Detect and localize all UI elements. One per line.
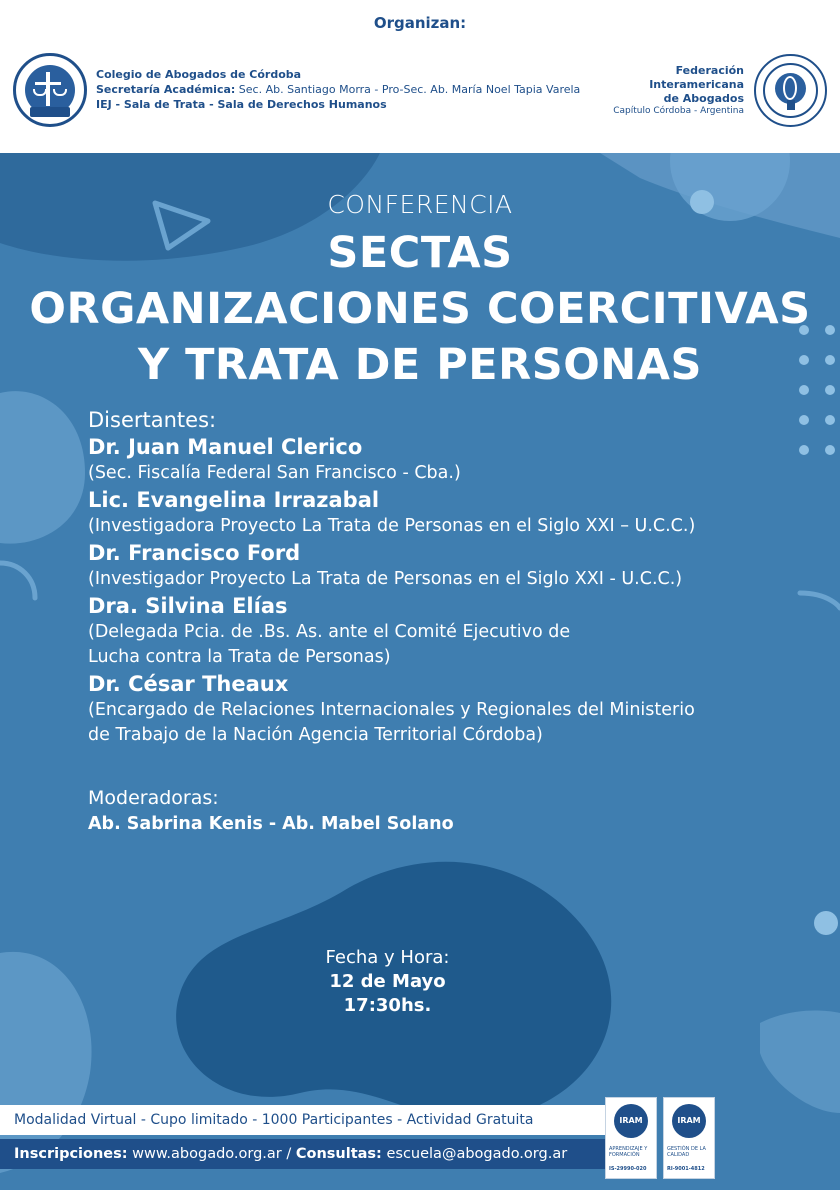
speaker-name: Dr. Juan Manuel Clerico [88,435,363,459]
right-org-info [613,64,744,117]
speaker-name: Dr. César Theaux [88,672,289,696]
speaker-desc: de Trabajo de la Nación Agencia Territorial Córdoba) [88,725,543,745]
event-type: CONFERENCIA [327,190,513,219]
cert-text: GESTIÓN DE LA CALIDAD [667,1146,706,1158]
speaker-name: Dr. Francisco Ford [88,541,301,565]
right-org-line4: Capítulo Córdoba - Argentina [613,106,744,116]
contact-bar [0,1139,605,1169]
organizan-label: Organizan: [373,14,467,32]
federacion-seal-logo [754,54,827,127]
iram-cert-badge [605,1097,657,1179]
inscripciones-label: Inscripciones: [14,1146,128,1162]
title-line-3: Y TRATA DE PERSONAS [137,340,703,390]
moderators-label: Moderadoras: [88,787,219,809]
colegio-seal-logo [13,53,87,127]
schedule-label: Fecha y Hora: [325,947,450,968]
speakers-label: Disertantes: [88,408,217,432]
consultas-label: Consultas: [295,1146,382,1162]
speaker-desc: (Sec. Fiscalía Federal San Francisco - Cba.) [88,463,461,483]
separator: / [286,1146,292,1162]
schedule-date: 12 de Mayo [329,971,446,992]
speaker-desc: (Investigador Proyecto La Trata de Personas en el Siglo XXI - U.C.C.) [88,569,683,589]
speakers-section [88,407,695,748]
left-org-name: Colegio de Abogados de Córdoba [96,68,302,81]
consultas-email[interactable]: escuela@abogado.org.ar [386,1146,568,1162]
title-line-1: SECTAS [327,228,513,278]
secretaria-value: Sec. Ab. Santiago Morra - Pro-Sec. Ab. María Noel Tapia Varela [238,83,581,96]
right-org-line3: de Abogados [663,92,744,105]
title-line-2: ORGANIZACIONES COERCITIVAS [29,284,811,334]
iej-line: IEJ - Sala de Trata - Sala de Derechos Humanos [96,98,387,111]
speaker-name: Dra. Silvina Elías [88,594,288,618]
speaker-desc: (Investigadora Proyecto La Trata de Personas en el Siglo XXI – U.C.C.) [88,516,696,536]
right-org-line1: Federación [675,64,744,77]
iram-logo-icon: IRAM [614,1104,648,1138]
secretaria-label: Secretaría Académica: [96,83,236,96]
moderators-names: Ab. Sabrina Kenis - Ab. Mabel Solano [88,814,454,834]
cert-text: APRENDIZAJE Y FORMACIÓN [609,1146,648,1158]
left-org-info [96,67,580,112]
speaker-name: Lic. Evangelina Irrazabal [88,488,380,512]
event-title [0,225,840,393]
speaker-desc: (Encargado de Relaciones Internacionales y Regionales del Ministerio [88,700,695,720]
main-panel [0,153,840,1190]
schedule-time: 17:30hs. [343,995,432,1016]
cert-code: IS-29990-020 [609,1166,647,1172]
iram-logo-icon: IRAM [672,1104,706,1138]
moderators-section [88,785,454,837]
schedule-section [0,946,775,1018]
speaker-desc: Lucha contra la Trata de Personas) [88,647,391,667]
iram-cert-badge [663,1097,715,1179]
speaker-desc: (Delegada Pcia. de .Bs. As. ante el Comité Ejecutivo de [88,622,571,642]
inscripciones-link[interactable]: www.abogado.org.ar [132,1146,282,1162]
info-bar: Modalidad Virtual - Cupo limitado - 1000 Participantes - Actividad Gratuita [0,1105,605,1135]
header [0,0,840,153]
cert-code: RI-9001-4812 [667,1166,705,1172]
right-org-line2: Interamericana [649,78,744,91]
